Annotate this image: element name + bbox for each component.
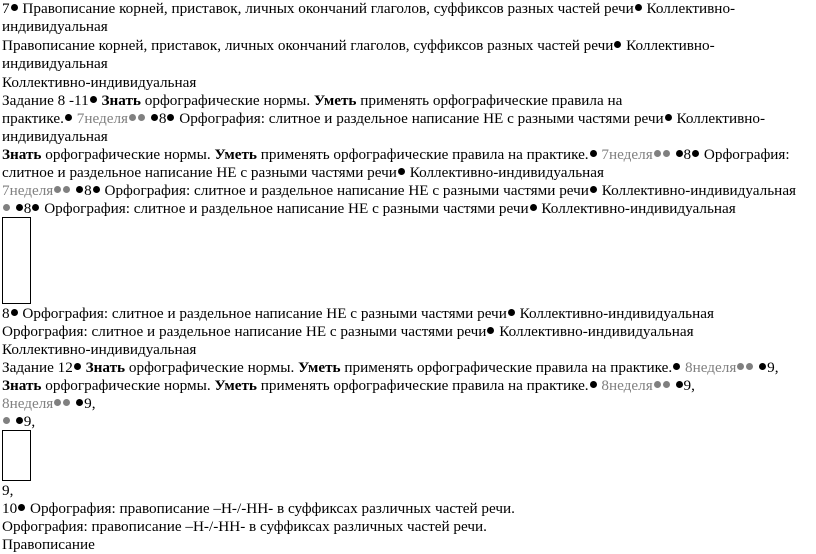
bullet-icon bbox=[11, 4, 18, 11]
text-line: Задание 8 -11 Знать орфографические нормы. Уметь применять орфографические правила на bbox=[2, 92, 623, 109]
text-line: 10 Орфография: правописание –Н-/-НН- в суффиксах различных частей речи. bbox=[2, 500, 515, 517]
bullet-icon bbox=[590, 186, 597, 193]
bullet-icon bbox=[151, 114, 158, 121]
bullet-icon bbox=[673, 363, 680, 370]
bullet-icon bbox=[18, 504, 25, 511]
text-line: 7 Правописание корней, приставок, личных окончаний глаголов, суффиксов разных частей речи Коллективно- bbox=[2, 0, 736, 17]
bullet-icon bbox=[54, 186, 61, 193]
bullet-icon bbox=[138, 114, 145, 121]
bullet-icon bbox=[614, 41, 621, 48]
bullet-icon bbox=[759, 363, 766, 370]
text-line: индивидуальная bbox=[2, 55, 108, 72]
bullet-icon bbox=[398, 168, 405, 175]
bullet-icon bbox=[676, 150, 683, 157]
text-line: 9, bbox=[2, 482, 14, 499]
bullet-icon bbox=[167, 114, 174, 121]
bullet-icon bbox=[508, 309, 515, 316]
text-line: 8 Орфография: слитное и раздельное написание НЕ с разными частями речи Коллективно-индивидуальная bbox=[2, 305, 714, 322]
text-line: Орфография: правописание –Н-/-НН- в суффиксах различных частей речи. bbox=[2, 518, 487, 535]
text-line: Правописание корней, приставок, личных окончаний глаголов, суффиксов разных частей речи Коллективно- bbox=[2, 37, 715, 54]
text-line: Орфография: слитное и раздельное написание НЕ с разными частями речи Коллективно-индивидуальная bbox=[2, 323, 694, 340]
bullet-icon bbox=[63, 186, 70, 193]
bullet-icon bbox=[76, 186, 83, 193]
empty-table-cell bbox=[2, 217, 31, 304]
bullet-icon bbox=[3, 204, 10, 211]
bullet-icon bbox=[90, 96, 97, 103]
text-line: Коллективно-индивидуальная bbox=[2, 341, 197, 358]
bullet-icon bbox=[737, 363, 744, 370]
bullet-icon bbox=[530, 204, 537, 211]
bullet-icon bbox=[590, 381, 597, 388]
bullet-icon bbox=[663, 381, 670, 388]
bullet-icon bbox=[11, 309, 18, 316]
text-line: 8 Орфография: слитное и раздельное написание НЕ с разными частями речи Коллективно-индивидуальная bbox=[2, 200, 736, 218]
text-line: Знать орфографические нормы. Уметь применять орфографические правила на практике. 8неделя 9, bbox=[2, 377, 695, 394]
bullet-icon bbox=[3, 417, 10, 424]
text-line: 7неделя 8 Орфография: слитное и раздельное написание НЕ с разными частями речи Коллективно-индивидуальная bbox=[2, 182, 797, 199]
text-line: практике. 7неделя 8 Орфография: слитное и раздельное написание НЕ с разными частями речи Коллективно- bbox=[2, 110, 766, 127]
bullet-icon bbox=[487, 327, 494, 334]
bullet-icon bbox=[635, 4, 642, 11]
bullet-icon bbox=[663, 150, 670, 157]
bullet-icon bbox=[676, 381, 683, 388]
bullet-icon bbox=[74, 363, 81, 370]
text-line: Знать орфографические нормы. Уметь применять орфографические правила на практике. 7неделя 8 Орфография: bbox=[2, 146, 790, 163]
text-line: 9, bbox=[2, 413, 35, 431]
text-line: индивидуальная bbox=[2, 128, 108, 145]
bullet-icon bbox=[590, 150, 597, 157]
bullet-icon bbox=[32, 204, 39, 211]
bullet-icon bbox=[65, 114, 72, 121]
bullet-icon bbox=[665, 114, 672, 121]
bullet-icon bbox=[746, 363, 753, 370]
text-line: слитное и раздельное написание НЕ с разными частями речи Коллективно-индивидуальная bbox=[2, 164, 605, 181]
bullet-icon bbox=[63, 399, 70, 406]
bullet-icon bbox=[16, 417, 23, 424]
text-line: Правописание bbox=[2, 536, 95, 553]
text-line: индивидуальная bbox=[2, 18, 108, 35]
bullet-icon bbox=[654, 381, 661, 388]
bullet-icon bbox=[54, 399, 61, 406]
bullet-icon bbox=[16, 204, 23, 211]
bullet-icon bbox=[93, 186, 100, 193]
bullet-icon bbox=[654, 150, 661, 157]
bullet-icon bbox=[692, 150, 699, 157]
text-line: Коллективно-индивидуальная bbox=[2, 74, 197, 91]
bullet-icon bbox=[129, 114, 136, 121]
bullet-icon bbox=[76, 399, 83, 406]
text-line: Задание 12 Знать орфографические нормы. Уметь применять орфографические правила на практике. 8неделя 9, bbox=[2, 359, 779, 376]
empty-table-cell bbox=[2, 430, 31, 481]
text-line: 8неделя 9, bbox=[2, 395, 96, 412]
